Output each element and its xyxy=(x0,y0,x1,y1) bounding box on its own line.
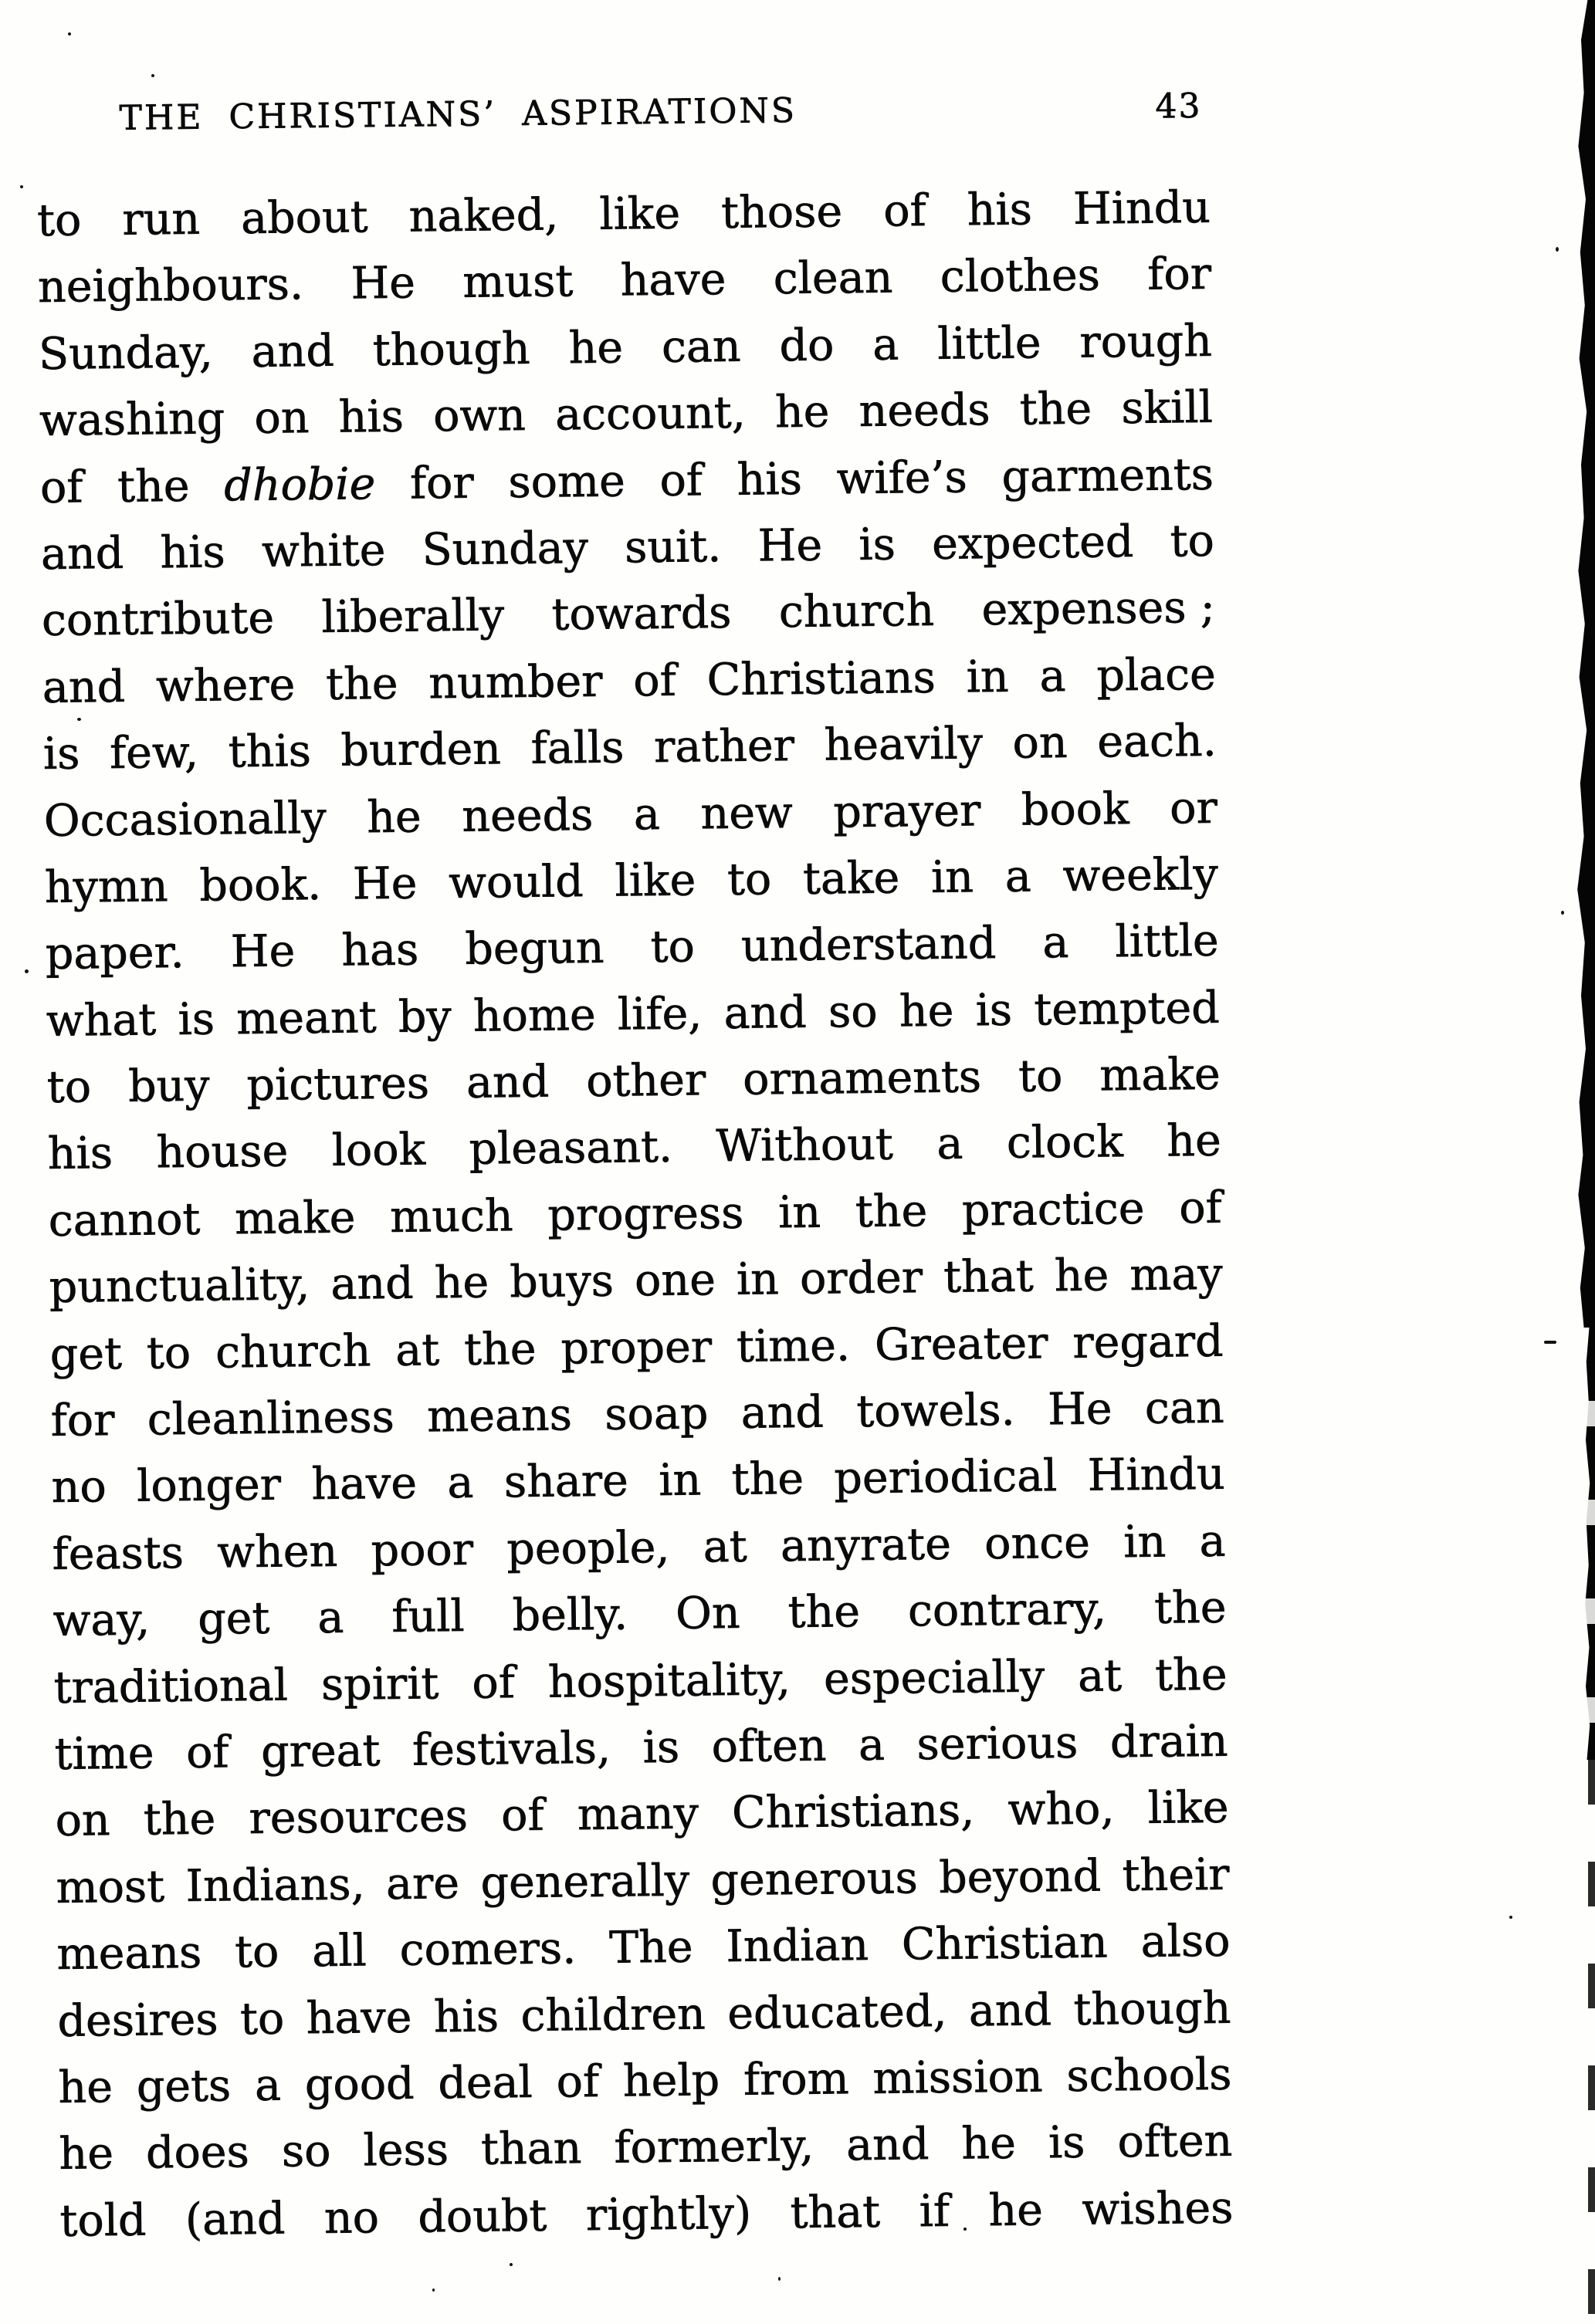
word: needs xyxy=(461,789,594,842)
word: Hindu xyxy=(1087,1449,1226,1502)
word: often xyxy=(1117,2116,1233,2168)
word: and xyxy=(968,1984,1052,2037)
word: he xyxy=(366,791,422,843)
word: Sunday xyxy=(422,522,589,576)
word: is xyxy=(642,1721,680,1774)
word: He xyxy=(757,519,823,572)
word: Hindu xyxy=(1072,181,1211,235)
word: drain xyxy=(1109,1715,1228,1768)
word: though xyxy=(1073,1982,1231,2035)
word: wife’s xyxy=(836,452,968,504)
word: the xyxy=(787,1586,861,1639)
word: he xyxy=(434,1257,489,1309)
word: does xyxy=(145,2126,250,2179)
word: his xyxy=(737,453,803,506)
word: On xyxy=(675,1588,740,1640)
word: cannot xyxy=(48,1193,201,1247)
word: expected xyxy=(931,516,1134,570)
word: less xyxy=(363,2124,449,2177)
word: Indian xyxy=(726,1920,869,1973)
word: schools xyxy=(1066,2048,1232,2102)
word: poor xyxy=(371,1524,474,1577)
page-number: 43 xyxy=(1155,86,1202,127)
word: in xyxy=(1123,1516,1167,1568)
word: paper. xyxy=(45,927,185,980)
word: to xyxy=(239,1993,285,2045)
word: make xyxy=(234,1192,356,1245)
word: anyrate xyxy=(780,1518,952,1572)
word: hymn xyxy=(44,861,168,913)
word: prayer xyxy=(832,784,981,837)
word: serious xyxy=(916,1717,1079,1771)
word: a xyxy=(633,788,661,840)
word: so xyxy=(281,2126,331,2177)
word: a xyxy=(447,1457,474,1509)
word: have xyxy=(620,254,726,306)
word: home xyxy=(472,989,597,1042)
word: spirit xyxy=(320,1657,439,1710)
word: a xyxy=(858,1719,886,1771)
word: Indians, xyxy=(185,1859,365,1912)
word: periodical xyxy=(834,1450,1058,1504)
word: He xyxy=(352,858,418,910)
word: would xyxy=(448,856,584,909)
word: can xyxy=(1144,1382,1224,1434)
word: buys xyxy=(509,1255,615,1308)
word: generally xyxy=(480,1855,690,1909)
word: like xyxy=(1147,1782,1229,1835)
word: desires xyxy=(57,1994,218,2047)
scan-speck xyxy=(25,969,29,973)
word: often xyxy=(711,1720,827,1773)
word: take xyxy=(802,852,900,905)
word: children xyxy=(520,1987,706,2042)
word: make xyxy=(1099,1048,1221,1101)
word: to xyxy=(726,854,772,905)
word: to xyxy=(234,1926,279,1978)
word: their xyxy=(1122,1849,1230,1902)
word: progress xyxy=(547,1187,744,1241)
text-line xyxy=(56,1908,1231,1988)
word: own xyxy=(432,390,527,442)
word: Greater xyxy=(874,1317,1048,1371)
word: comers. xyxy=(399,1923,577,1977)
word: of xyxy=(1178,1182,1223,1234)
word: he xyxy=(59,2128,114,2180)
word: life, xyxy=(617,988,703,1040)
word: all xyxy=(311,1925,367,1977)
word: that xyxy=(790,2186,881,2238)
word: order xyxy=(799,1252,923,1305)
scan-speck xyxy=(1509,1916,1512,1919)
word: begun xyxy=(465,922,604,976)
word: a xyxy=(1199,1515,1226,1567)
scan-speck xyxy=(1556,247,1559,252)
word: to xyxy=(36,195,82,247)
word: rough xyxy=(1079,315,1213,368)
word: expenses ; xyxy=(981,582,1216,636)
word: like xyxy=(599,188,681,240)
scan-speck xyxy=(778,2277,781,2281)
word: in xyxy=(930,851,974,903)
word: he xyxy=(961,2118,1017,2170)
word: in xyxy=(966,651,1010,703)
word: He xyxy=(1047,1383,1112,1436)
word: he xyxy=(58,2062,113,2113)
word: liberally xyxy=(321,590,505,644)
word: this xyxy=(228,726,312,778)
word: no xyxy=(51,1461,107,1514)
scan-speck xyxy=(1544,1341,1556,1344)
word: also xyxy=(1140,1915,1231,1968)
word: weekly xyxy=(1062,848,1219,902)
word: who, xyxy=(1007,1783,1115,1836)
word: new xyxy=(700,787,794,839)
word: though xyxy=(372,323,531,376)
word: like xyxy=(615,854,696,907)
word: his xyxy=(967,184,1033,236)
word: longer xyxy=(136,1460,282,1513)
word: is xyxy=(42,728,80,780)
word: soap xyxy=(604,1388,709,1440)
word: (and xyxy=(185,2193,286,2245)
word: of xyxy=(632,655,677,707)
word: house xyxy=(156,1125,289,1179)
word: pleasant. xyxy=(469,1121,673,1176)
word: is xyxy=(1048,2117,1085,2169)
word: people, xyxy=(506,1521,670,1575)
word: belly. xyxy=(512,1588,628,1642)
word: ornaments xyxy=(742,1051,982,1105)
word: at xyxy=(1077,1649,1123,1702)
scan-binding-edge xyxy=(1588,1760,1595,2324)
word: church xyxy=(778,585,935,638)
word: a xyxy=(936,1118,963,1170)
word: for xyxy=(50,1395,115,1447)
word: means xyxy=(426,1389,573,1443)
word: book xyxy=(1021,783,1129,836)
word: a xyxy=(1041,917,1069,969)
word: that xyxy=(943,1250,1035,1304)
word: about xyxy=(240,191,368,245)
word: suit. xyxy=(624,521,722,573)
word: each. xyxy=(1096,715,1217,768)
word: regard xyxy=(1072,1315,1224,1368)
italic-word: dhobie xyxy=(223,458,376,511)
word: of xyxy=(472,1656,516,1709)
word: share xyxy=(503,1455,629,1508)
word: a xyxy=(254,2059,282,2111)
word: few, xyxy=(109,726,199,780)
word: naked, xyxy=(408,189,559,242)
word: He xyxy=(230,925,296,978)
word: way, xyxy=(52,1594,151,1647)
word: in xyxy=(777,1186,821,1239)
word: look xyxy=(331,1124,426,1177)
scan-speck xyxy=(432,2288,435,2292)
word: and xyxy=(330,1257,414,1311)
word: the xyxy=(1153,1581,1227,1634)
word: punctuality, xyxy=(49,1259,310,1314)
word: heavily xyxy=(824,718,984,771)
word: and xyxy=(740,1386,825,1439)
word: and xyxy=(42,661,126,713)
word: falls xyxy=(530,722,625,775)
word: The xyxy=(608,1921,693,1974)
word: little xyxy=(936,317,1041,370)
word: much xyxy=(389,1190,513,1243)
word: skill xyxy=(1121,382,1214,435)
word: and xyxy=(251,325,335,377)
word: the xyxy=(117,460,190,512)
word: doubt xyxy=(418,2190,547,2243)
word: where xyxy=(155,659,296,712)
word: to xyxy=(1170,515,1215,567)
word: the xyxy=(143,1793,216,1846)
word: of xyxy=(659,454,703,506)
text-line xyxy=(59,2174,1234,2255)
word: number xyxy=(428,655,603,709)
scan-speck xyxy=(20,185,23,188)
word: for xyxy=(1146,249,1212,301)
word: towels. xyxy=(855,1384,1016,1438)
word: his xyxy=(47,1128,113,1180)
word: Christian xyxy=(901,1916,1109,1970)
body-text xyxy=(37,174,1234,2255)
word: his xyxy=(338,391,405,443)
word: educated, xyxy=(726,1985,947,2039)
word: full xyxy=(391,1591,466,1643)
scan-speck xyxy=(510,2263,513,2266)
word: Without xyxy=(716,1119,894,1172)
word: a xyxy=(1004,851,1032,902)
word: on xyxy=(55,1795,111,1847)
word: a xyxy=(872,319,899,370)
word: he xyxy=(568,322,624,374)
word: book. xyxy=(199,858,322,912)
word: a xyxy=(1039,650,1066,702)
word: of xyxy=(185,1727,229,1779)
word: if xyxy=(919,2185,950,2238)
scan-speck xyxy=(77,718,81,721)
text-line xyxy=(48,1175,1222,1255)
word: wishes xyxy=(1082,2182,1234,2235)
word: he xyxy=(899,985,954,1037)
word: on xyxy=(1012,717,1068,769)
word: of xyxy=(882,185,927,237)
word: his xyxy=(160,526,226,579)
word: neighbours. xyxy=(37,259,304,313)
word: He xyxy=(350,257,416,310)
word: once xyxy=(984,1517,1091,1570)
word: the xyxy=(325,658,398,710)
word: white xyxy=(261,524,386,577)
word: cleanliness xyxy=(147,1391,395,1446)
word: of xyxy=(556,2055,600,2108)
word: feasts xyxy=(52,1527,185,1580)
word: has xyxy=(340,924,419,976)
word: clock xyxy=(1006,1116,1124,1169)
word: buy xyxy=(127,1060,210,1112)
text-line xyxy=(43,774,1217,854)
word: needs xyxy=(858,384,991,438)
word: are xyxy=(385,1857,460,1910)
word: great xyxy=(260,1725,381,1778)
word: contrary, xyxy=(907,1583,1107,1637)
word: of xyxy=(500,1790,544,1842)
word: washing xyxy=(39,393,225,447)
word: to xyxy=(650,921,696,973)
scan-speck xyxy=(1561,911,1564,915)
scan-speck xyxy=(151,74,154,77)
word: his xyxy=(433,1991,499,2042)
word: a xyxy=(317,1592,344,1644)
word: rather xyxy=(653,720,795,773)
word: Christians xyxy=(706,651,936,706)
word: is xyxy=(975,984,1013,1037)
word: Sunday, xyxy=(38,326,214,380)
word: Christians, xyxy=(731,1784,975,1839)
word: Occasionally xyxy=(43,792,327,847)
word: at xyxy=(703,1521,748,1573)
word: church xyxy=(215,1324,371,1379)
word: he xyxy=(1054,1250,1109,1302)
word: generous xyxy=(710,1852,919,1906)
word: deal xyxy=(438,2056,533,2109)
word: and xyxy=(723,986,808,1039)
word: may xyxy=(1129,1249,1223,1301)
word: than xyxy=(480,2123,582,2176)
word: clean xyxy=(773,252,893,305)
word: time xyxy=(54,1727,154,1780)
word: and xyxy=(40,527,124,580)
word: beyond xyxy=(938,1850,1102,1903)
word: do xyxy=(779,320,835,371)
word: garments xyxy=(1001,448,1214,502)
word: place xyxy=(1096,648,1217,702)
word: in xyxy=(658,1454,702,1507)
word: other xyxy=(585,1054,706,1108)
word: clothes xyxy=(940,249,1101,303)
word: proper xyxy=(560,1321,713,1375)
word: to xyxy=(1018,1050,1063,1102)
text-line xyxy=(52,1575,1227,1655)
word: from xyxy=(743,2053,850,2106)
word: many xyxy=(577,1788,699,1841)
word: can xyxy=(661,320,742,373)
word: mission xyxy=(872,2051,1043,2104)
word: to xyxy=(146,1327,191,1379)
word: get xyxy=(197,1592,270,1646)
word: he xyxy=(1166,1115,1222,1168)
scan-speck xyxy=(68,32,71,36)
word: on xyxy=(254,392,310,445)
word: the xyxy=(1154,1649,1228,1701)
word: at xyxy=(395,1324,440,1376)
word: pictures xyxy=(246,1057,430,1111)
word: festivals, xyxy=(411,1722,611,1776)
word: gets xyxy=(136,2060,232,2113)
scan-speck xyxy=(963,2228,967,2231)
word: the xyxy=(1019,383,1092,435)
word: contribute xyxy=(41,592,275,647)
word: help xyxy=(622,2055,720,2107)
word: most xyxy=(56,1861,165,1913)
word: he xyxy=(774,386,830,438)
word: hospitality, xyxy=(547,1653,791,1708)
word: no xyxy=(323,2191,380,2244)
word: understand xyxy=(740,918,997,973)
word: is xyxy=(858,519,896,570)
page-header-title: THE CHRISTIANS’ ASPIRATIONS xyxy=(119,90,798,138)
word: traditional xyxy=(53,1659,289,1713)
word: by xyxy=(398,990,452,1043)
word: burden xyxy=(340,723,502,776)
word: and xyxy=(845,2119,930,2171)
word: rightly) xyxy=(585,2187,752,2241)
word: and xyxy=(466,1056,550,1108)
word: the xyxy=(463,1323,537,1375)
word: for xyxy=(409,457,475,509)
word: some xyxy=(508,455,626,508)
word: especially xyxy=(823,1651,1045,1705)
word: of xyxy=(39,462,83,513)
word: to xyxy=(46,1061,92,1114)
word: practice xyxy=(961,1182,1145,1236)
text-line xyxy=(59,2108,1233,2188)
word: have xyxy=(306,1991,412,2044)
word: have xyxy=(311,1458,418,1510)
word: one xyxy=(634,1254,716,1307)
word: little xyxy=(1115,915,1220,968)
word: good xyxy=(304,2058,415,2111)
word: when xyxy=(216,1525,338,1578)
word: get xyxy=(49,1328,123,1380)
word: towards xyxy=(551,587,732,641)
word: resources xyxy=(249,1791,469,1845)
word: so xyxy=(828,986,878,1038)
word: tempted xyxy=(1033,982,1221,1036)
word: he xyxy=(988,2184,1044,2236)
word: run xyxy=(122,193,201,245)
word: is xyxy=(178,993,215,1045)
word: means xyxy=(56,1927,202,1981)
word: time. xyxy=(736,1319,851,1372)
word: must xyxy=(462,255,574,309)
word: formerly, xyxy=(614,2120,814,2174)
word: the xyxy=(855,1185,928,1238)
word: the xyxy=(731,1453,804,1506)
word: those xyxy=(720,186,843,239)
word: in xyxy=(736,1253,780,1306)
word: told xyxy=(59,2194,147,2247)
word: account, xyxy=(554,387,747,441)
word: or xyxy=(1169,782,1218,834)
word: what xyxy=(46,994,157,1047)
word: meant xyxy=(235,991,378,1044)
